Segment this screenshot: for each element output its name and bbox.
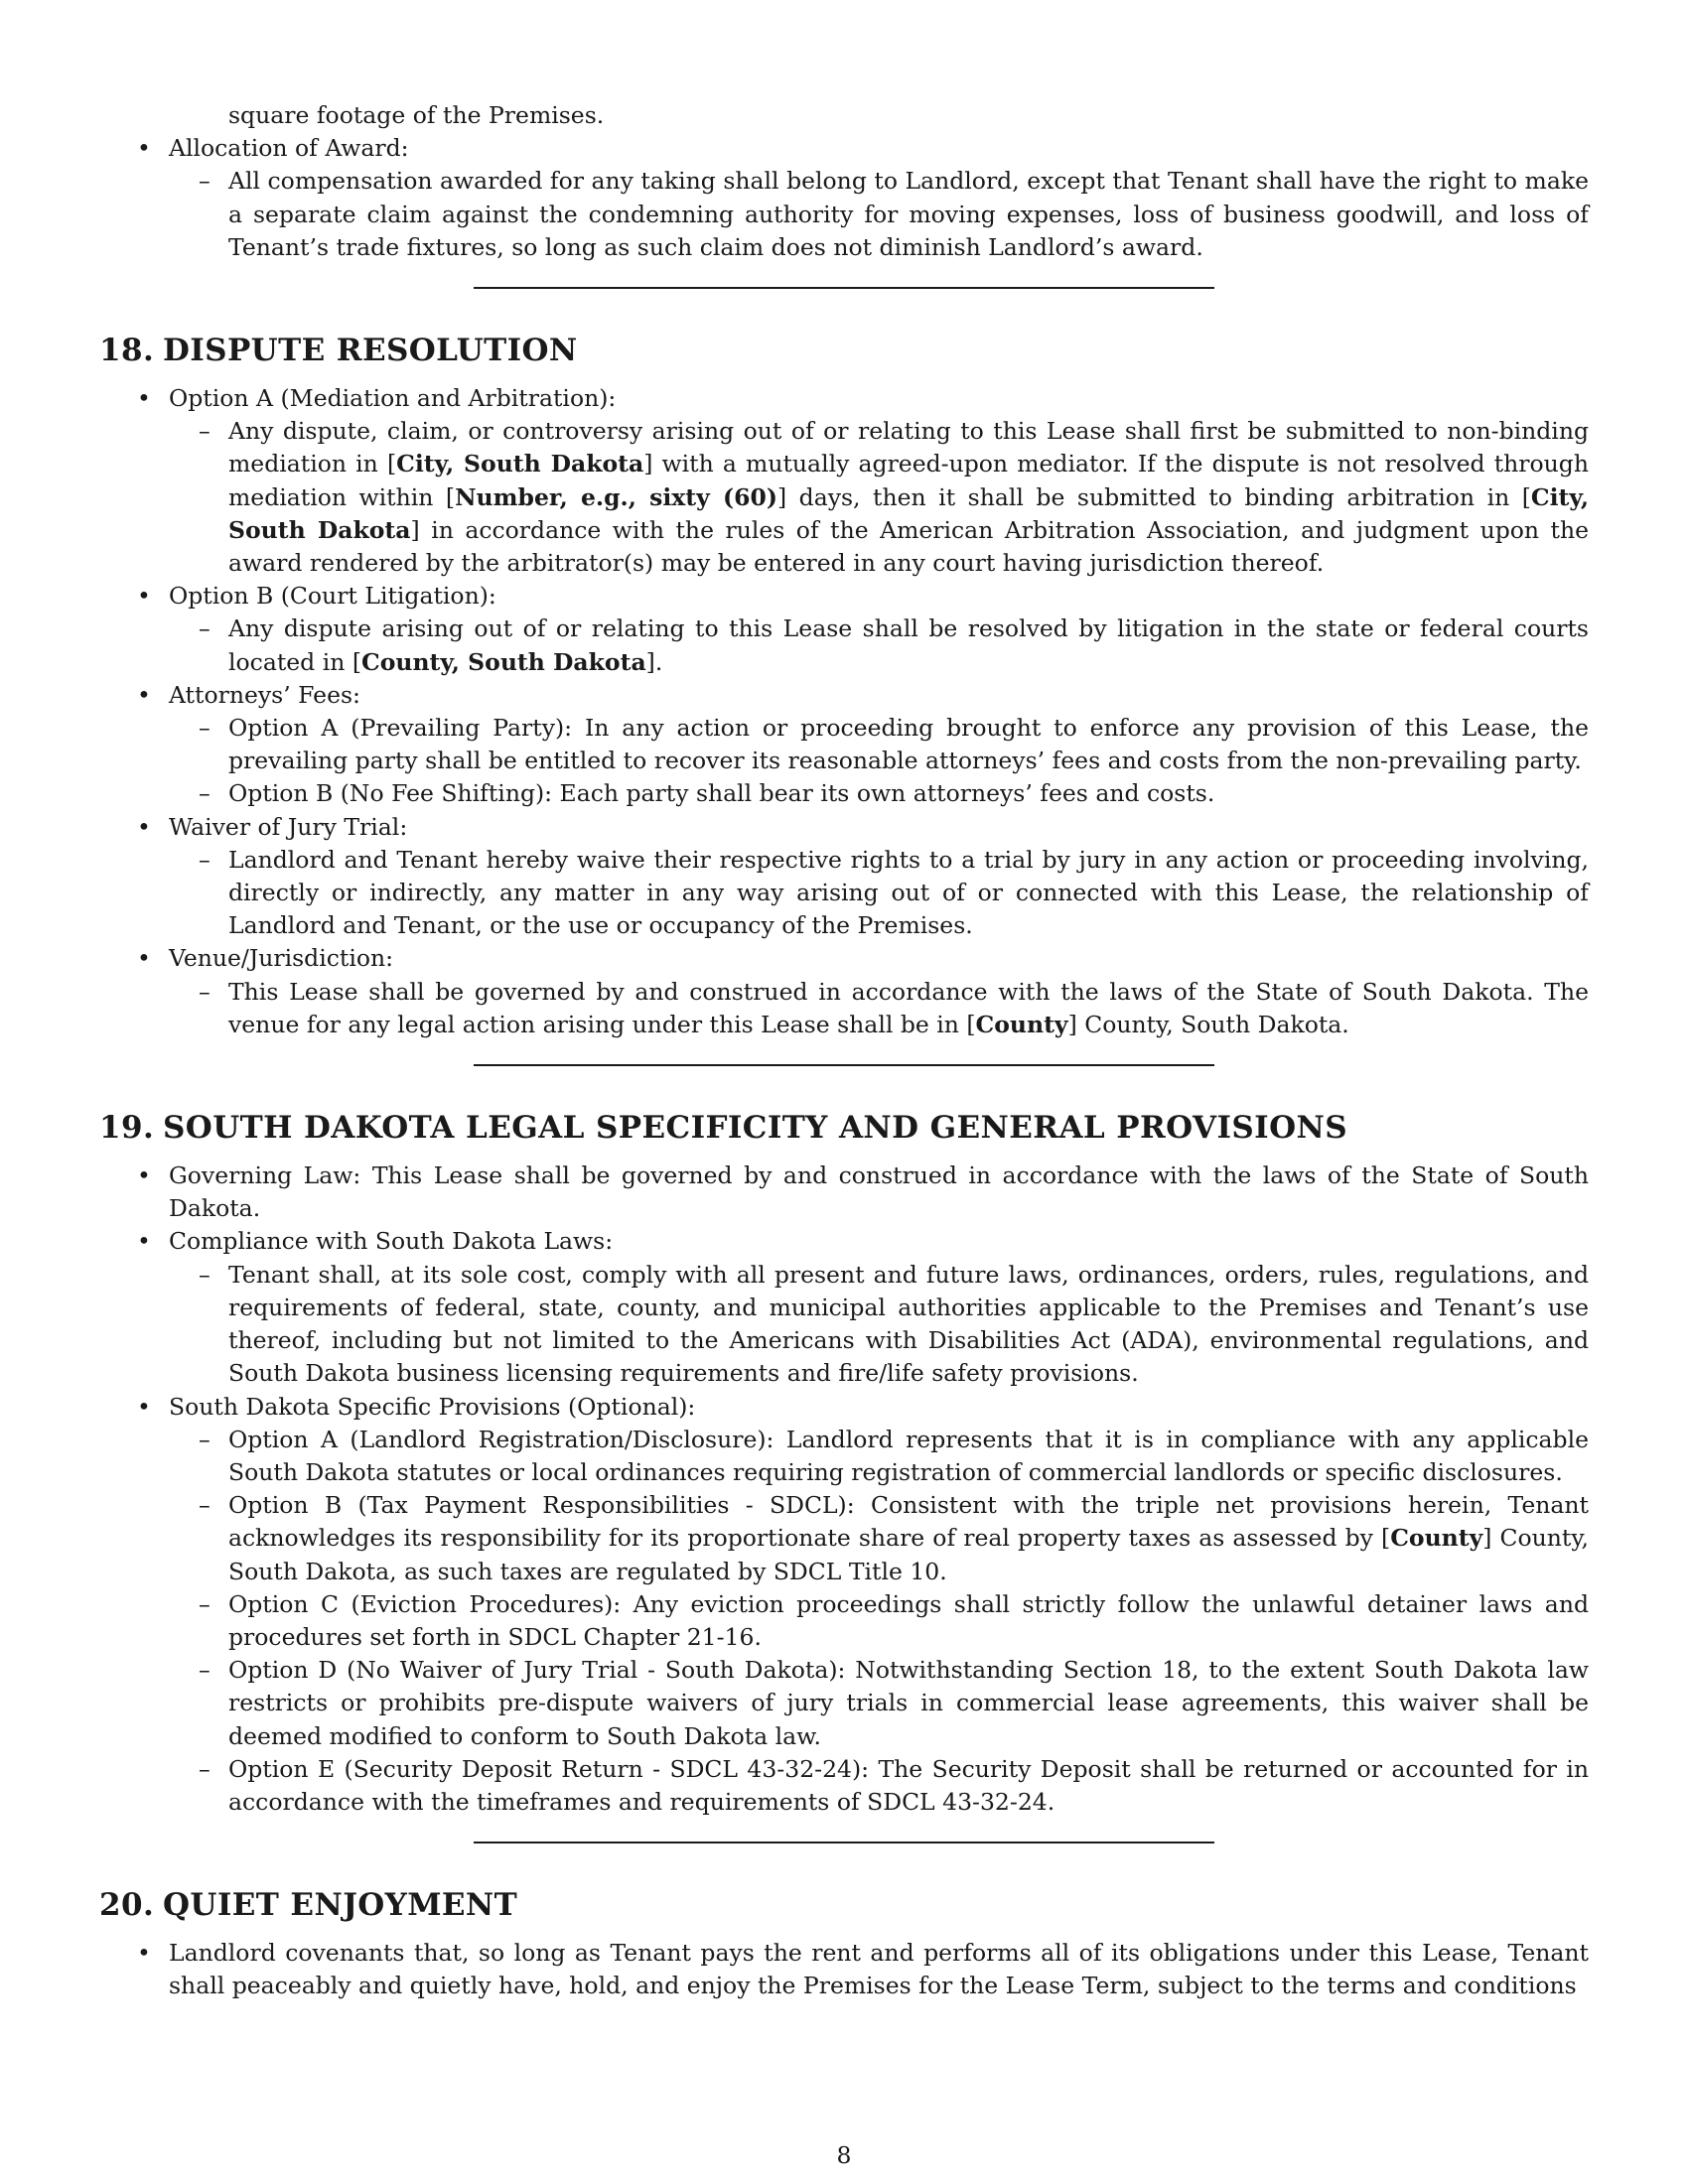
option-a-mediation-detail <box>99 415 1589 580</box>
option-b-litigation-item <box>99 580 1589 613</box>
sd-option-a: – Option A (Landlord Registration/Disclosure): Landlord represents that it is in compliance with any applicable South Dakota statutes or local ordinances requiring registration of commercial landlords or specific disclosures. <box>99 1424 1589 1489</box>
text-span: ] days, then it shall be submitted to binding arbitration in [ <box>776 482 1531 511</box>
sd-specific-label: South Dakota Specific Provisions (Optional): <box>169 1392 696 1421</box>
attorneys-fees-item <box>99 679 1589 712</box>
text-span: ] County, South Dakota. <box>1067 1010 1349 1038</box>
attorneys-fees-option-a: – Option A (Prevailing Party): In any action or proceeding brought to enforce any provision of this Lease, the prevailing party shall be entitled to recover its reasonable attorneys’ fees and costs from the non-prevailing party. <box>99 712 1589 777</box>
venue-label: Venue/Jurisdiction: <box>169 944 394 973</box>
compliance-label: Compliance with South Dakota Laws: <box>169 1227 614 1256</box>
section-19-title: SOUTH DAKOTA LEGAL SPECIFICITY AND GENERAL PROVISIONS <box>163 1110 1347 1147</box>
page-number: 8 <box>836 2141 852 2169</box>
placeholder-city: City, South Dakota <box>396 450 644 478</box>
text-span: Option B (Tax Payment Responsibilities - SDCL): Consistent with the triple net provisions herein, Tenant acknowledges its responsibility for its proportionate share of real property taxes as assessed by [ <box>228 1491 1589 1553</box>
venue-item <box>99 942 1589 975</box>
allocation-of-award-item <box>99 132 1589 165</box>
section-19-body <box>99 1160 1589 1819</box>
text-span: ] in accordance with the rules of the American Arbitration Association, and judgment upon the award rendered by the arbitrator(s) may be entered in any court having jurisdiction thereof. <box>228 515 1590 578</box>
option-b-label: Option B (Court Litigation): <box>169 582 496 611</box>
section-divider <box>474 1842 1214 1843</box>
sd-option-e: – Option E (Security Deposit Return - SDCL 43-32-24): The Security Deposit shall be returned or accounted for in accordance with the timeframes and requirements of SDCL 43-32-24. <box>99 1753 1589 1819</box>
jury-waiver-item <box>99 811 1589 844</box>
document-page <box>99 99 1589 2003</box>
text-span: Any dispute, claim, or controversy arising out of or relating to this Lease shall first be submitted to non-binding mediation in [ <box>228 417 1589 478</box>
section-18-heading <box>99 331 1589 370</box>
text-span: Any dispute arising out of or relating to this Lease shall be resolved by litigation in the state or federal courts located in [ <box>228 614 1589 676</box>
option-b-litigation-detail <box>99 613 1589 678</box>
compliance-detail: – Tenant shall, at its sole cost, comply with all present and future laws, ordinances, orders, rules, regulations, and requirements of federal, state, county, and municipal authorities applicable to the Premises and Tenant’s use thereof, including but not limited to the Americans with Disabilities Act (ADA), environmental regulations, and South Dakota business licensing requirements and fire/life safety provisions. <box>99 1259 1589 1391</box>
section-19-number: 19. <box>99 1110 155 1147</box>
section-18-body <box>99 382 1589 1041</box>
section-20-title: QUIET ENJOYMENT <box>163 1887 518 1924</box>
option-a-mediation-item <box>99 382 1589 415</box>
placeholder-county: County, South Dakota <box>361 647 646 676</box>
section-18-title: DISPUTE RESOLUTION <box>163 333 578 369</box>
jury-waiver-label: Waiver of Jury Trial: <box>169 812 408 841</box>
allocation-detail: – All compensation awarded for any taking shall belong to Landlord, except that Tenant shall have the right to make a separate claim against the condemning authority for moving expenses, loss of business goodwill, and loss of Tenant’s trade fixtures, so long as such claim does not diminish Landlord’s award. <box>99 165 1589 264</box>
compliance-item <box>99 1225 1589 1258</box>
section-20-body <box>99 1937 1589 2002</box>
placeholder-county: County <box>975 1010 1068 1038</box>
attorneys-fees-label: Attorneys’ Fees: <box>169 680 360 709</box>
venue-detail <box>99 976 1589 1041</box>
sd-option-c: – Option C (Eviction Procedures): Any eviction proceedings shall strictly follow the unlawful detainer laws and procedures set forth in SDCL Chapter 21-16. <box>99 1588 1589 1654</box>
section-divider <box>474 1064 1214 1066</box>
sd-option-d: – Option D (No Waiver of Jury Trial - South Dakota): Notwithstanding Section 18, to the extent South Dakota law restricts or prohibits pre-dispute waivers of jury trials in commercial lease agreements, this waiver shall be deemed modified to conform to South Dakota law. <box>99 1654 1589 1753</box>
section-20-number: 20. <box>99 1887 155 1924</box>
allocation-label: Allocation of Award: <box>169 134 409 163</box>
text-span: This Lease shall be governed by and construed in accordance with the laws of the State of South Dakota. The venue for any legal action arising under this Lease shall be in [ <box>228 977 1589 1038</box>
section-18-number: 18. <box>99 333 155 369</box>
text-span: ] with a mutually agreed-upon mediator. If the dispute is not resolved through mediation within [ <box>228 450 1589 511</box>
quiet-enjoyment-item: • Landlord covenants that, so long as Tenant pays the rent and performs all of its obligations under this Lease, Tenant shall peaceably and quietly have, hold, and enjoy the Premises for the Lease Term, subject to the terms and conditions <box>99 1937 1589 2002</box>
governing-law-item: • Governing Law: This Lease shall be governed by and construed in accordance with the laws of the State of South Dakota. <box>99 1160 1589 1225</box>
continuation-text <box>99 99 1589 264</box>
section-divider <box>474 287 1214 289</box>
attorneys-fees-option-b: – Option B (No Fee Shifting): Each party shall bear its own attorneys’ fees and costs. <box>99 777 1589 810</box>
placeholder-number: Number, e.g., sixty (60) <box>455 482 777 511</box>
placeholder-county: County <box>1390 1524 1483 1553</box>
section-20-heading <box>99 1885 1589 1925</box>
sd-specific-provisions-item <box>99 1391 1589 1424</box>
section-19-heading <box>99 1108 1589 1148</box>
option-a-label: Option A (Mediation and Arbitration): <box>169 384 617 413</box>
text-span: ] County, South Dakota, as such taxes are regulated by SDCL Title 10. <box>228 1524 1590 1585</box>
previous-item-tail: square footage of the Premises. <box>228 101 605 129</box>
sd-option-b <box>99 1489 1589 1588</box>
jury-waiver-detail: – Landlord and Tenant hereby waive their respective rights to a trial by jury in any action or proceeding involving, directly or indirectly, any matter in any way arising out of or connected with this Lease, the relationship of Landlord and Tenant, or the use or occupancy of the Premises. <box>99 844 1589 943</box>
placeholder-city: City, South Dakota <box>228 482 1589 544</box>
text-span: ]. <box>645 647 663 676</box>
